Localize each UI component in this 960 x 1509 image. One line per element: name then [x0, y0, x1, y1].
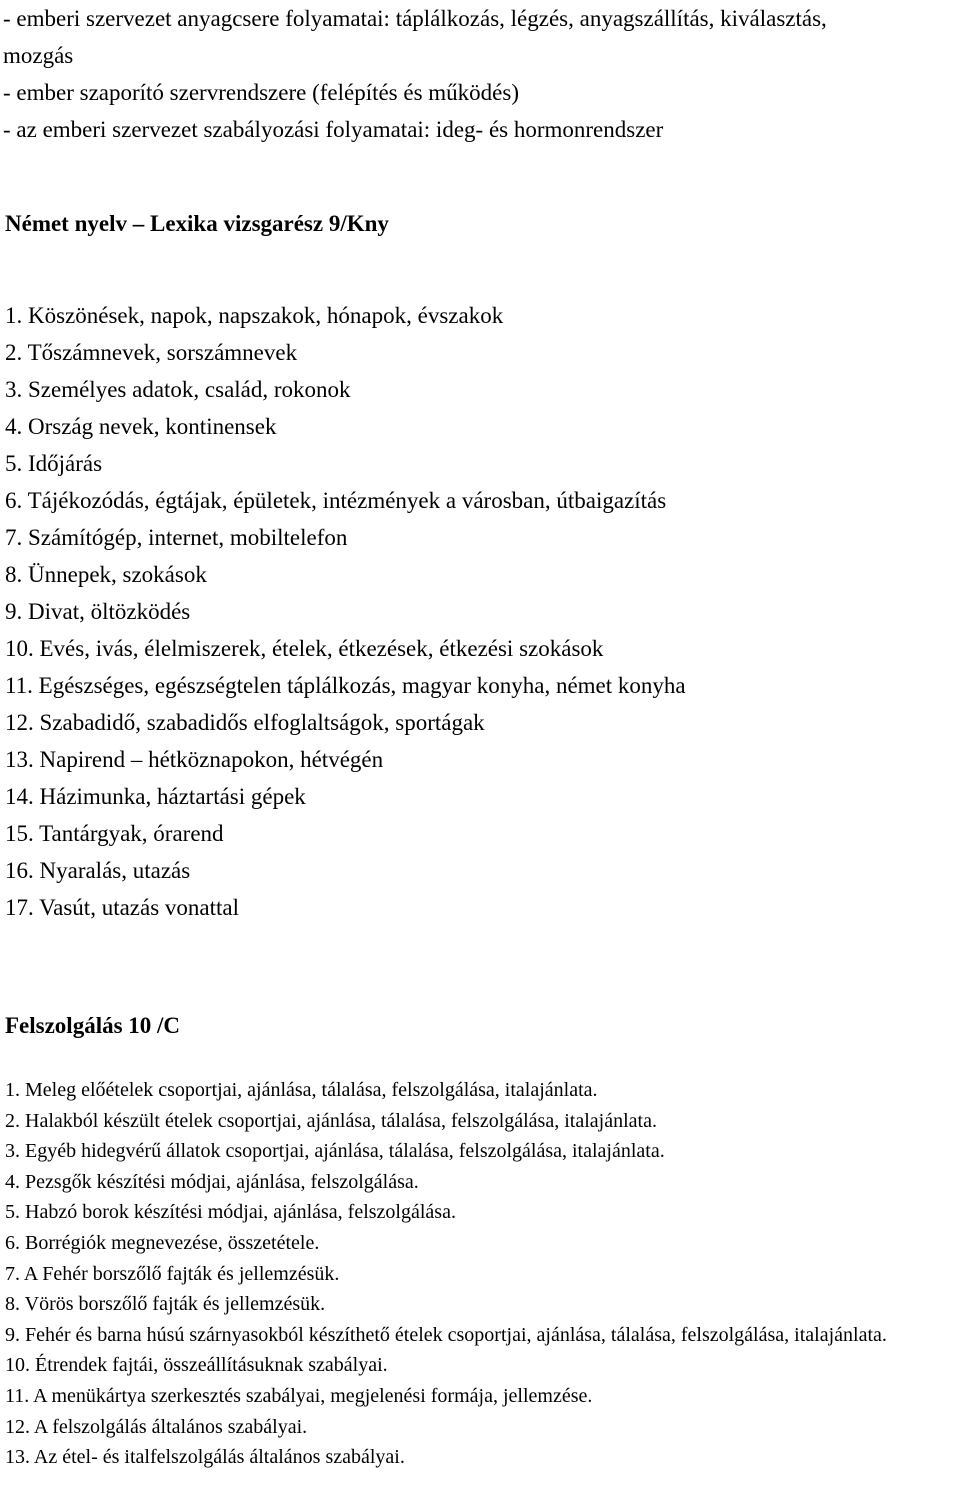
- list-item: 8. Ünnepek, szokások: [5, 562, 207, 587]
- list-item: 4. Pezsgők készítési módjai, ajánlása, felszolgálása.: [5, 1170, 419, 1193]
- german-topic-list: [5, 297, 686, 926]
- list-item: 17. Vasút, utazás vonattal: [5, 895, 239, 920]
- list-item: 16. Nyaralás, utazás: [5, 858, 191, 883]
- list-item: 5. Habzó borok készítési módjai, ajánlása, felszolgálása.: [5, 1201, 456, 1224]
- list-item: 2. Halakból készült ételek csoportjai, ajánlása, tálalása, felszolgálása, italajánlata.: [5, 1109, 657, 1132]
- list-item: 4. Ország nevek, kontinensek: [5, 414, 277, 439]
- list-item: 12. Szabadidő, szabadidős elfoglaltságok, sportágak: [5, 710, 485, 735]
- list-item: 7. Számítógép, internet, mobiltelefon: [5, 525, 348, 550]
- intro-list: [3, 0, 827, 148]
- intro-line: - ember szaporító szervrendszere (felépítés és működés): [3, 80, 519, 105]
- intro-line: - emberi szervezet anyagcsere folyamatai: táplálkozás, légzés, anyagszállítás, kiválasztás,: [3, 6, 827, 31]
- list-item: 12. A felszolgálás általános szabályai.: [5, 1415, 308, 1438]
- list-item: 10. Étrendek fajtái, összeállításuknak szabályai.: [5, 1354, 388, 1377]
- list-item: 13. Az étel- és italfelszolgálás általános szabályai.: [5, 1446, 405, 1469]
- list-item: 15. Tantárgyak, órarend: [5, 821, 224, 846]
- list-item: 5. Időjárás: [5, 451, 103, 476]
- list-item: 8. Vörös borszőlő fajták és jellemzésük.: [5, 1293, 326, 1316]
- list-item: 3. Egyéb hidegvérű állatok csoportjai, ajánlása, tálalása, felszolgálása, italajánlata.: [5, 1140, 665, 1163]
- list-item: 7. A Fehér borszőlő fajták és jellemzésük.: [5, 1262, 340, 1285]
- list-item: 9. Fehér és barna húsú szárnyasokból készíthető ételek csoportjai, ajánlása, tálalása, felszolgálása, italajánlata.: [5, 1323, 887, 1346]
- list-item: 1. Meleg előételek csoportjai, ajánlása, tálalása, felszolgálása, italajánlata.: [5, 1079, 598, 1101]
- intro-line: mozgás: [3, 43, 74, 68]
- list-item: 11. Egészséges, egészségtelen táplálkozás, magyar konyha, német konyha: [5, 673, 686, 698]
- list-item: 3. Személyes adatok, család, rokonok: [5, 377, 351, 402]
- service-topic-list: [5, 1075, 955, 1473]
- list-item: 6. Tájékozódás, égtájak, épületek, intézmények a városban, útbaigazítás: [5, 488, 667, 513]
- list-item: 9. Divat, öltözködés: [5, 599, 191, 624]
- list-item: 1. Köszönések, napok, napszakok, hónapok, évszakok: [5, 303, 504, 328]
- intro-line: - az emberi szervezet szabályozási folyamatai: ideg- és hormonrendszer: [3, 117, 664, 142]
- list-item: 13. Napirend – hétköznapokon, hétvégén: [5, 747, 384, 772]
- list-item: 2. Tőszámnevek, sorszámnevek: [5, 340, 298, 365]
- german-section-heading: Német nyelv – Lexika vizsgarész 9/Kny: [5, 211, 389, 236]
- list-item: 14. Házimunka, háztartási gépek: [5, 784, 306, 809]
- list-item: 6. Borrégiók megnevezése, összetétele.: [5, 1231, 320, 1254]
- service-section-heading: Felszolgálás 10 /C: [5, 1013, 181, 1038]
- list-item: 10. Evés, ivás, élelmiszerek, ételek, étkezések, étkezési szokások: [5, 636, 604, 661]
- list-item: 11. A menükártya szerkesztés szabályai, megjelenési formája, jellemzése.: [5, 1384, 593, 1407]
